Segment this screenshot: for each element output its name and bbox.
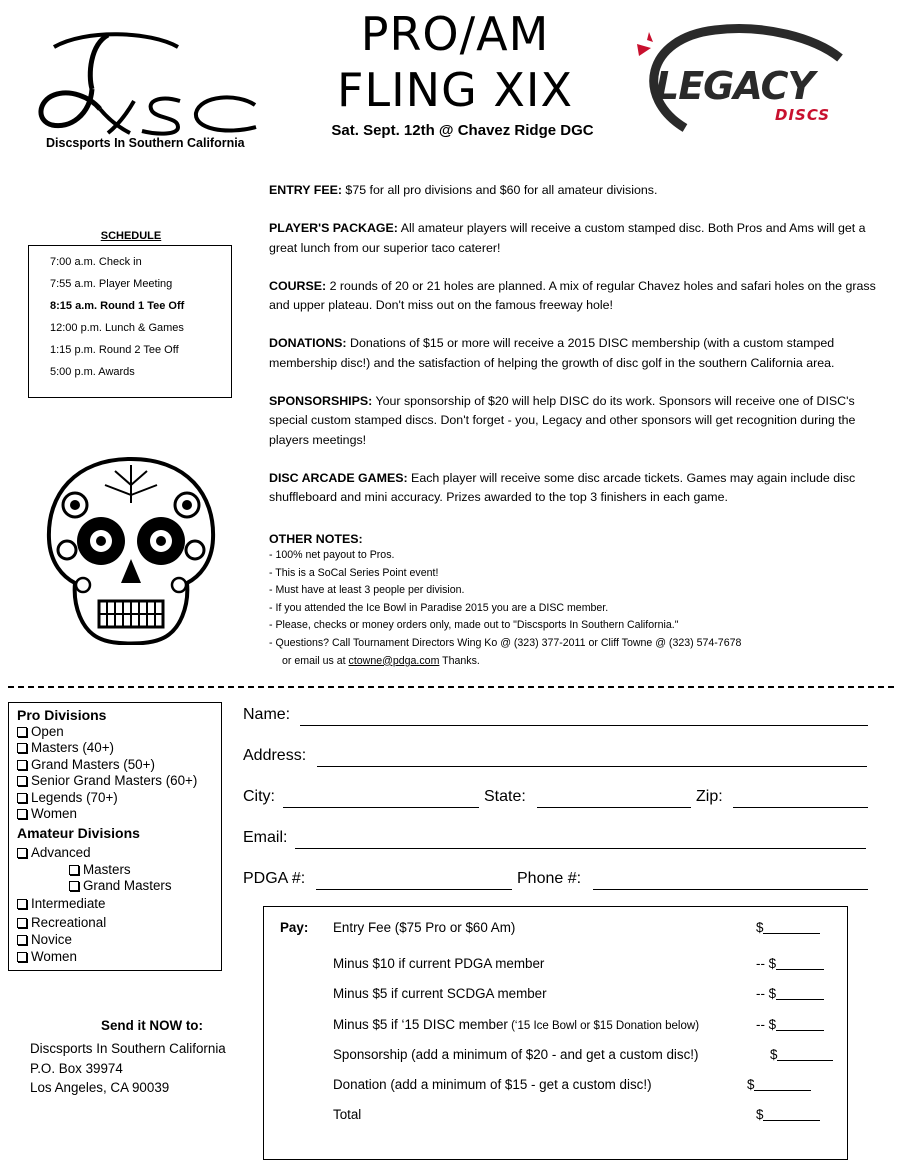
checkbox-icon[interactable] [17,848,27,858]
note-item: - This is a SoCal Series Point event! [269,566,439,579]
event-title [300,6,610,118]
note-email-line [269,653,881,671]
checkbox-icon[interactable] [17,743,27,753]
division-label: Recreational [31,915,107,931]
cut-line [8,686,894,688]
legacy-sub: DISCS [775,106,831,124]
amount-blank[interactable] [763,1108,820,1121]
sugar-skull-icon [45,455,217,645]
schedule-item: 7:55 a.m. Player Meeting [50,278,173,290]
note-item: - 100% net payout to Pros. [269,549,395,561]
amount-blank[interactable] [777,1048,833,1061]
amount-blank[interactable] [776,1018,824,1031]
title-line-1: PRO/AM [360,7,550,61]
zip-label: Zip: [696,788,723,805]
phone-field[interactable] [593,889,868,890]
amateur-divisions-heading: Amateur Divisions [17,825,140,842]
division-checkbox[interactable] [17,845,221,861]
donations-text: Donations of $15 or more will receive a 2015 DISC membership (with a custom stamped membership disc!) and the satisfaction of helping the growth of disc golf in the southern California area. [269,336,835,370]
email-prefix: or email us at [282,654,349,667]
mail-address [30,1039,226,1098]
pay-label: Pay: [280,920,309,935]
pay-row-disc-note: (‘15 Ice Bowl or $15 Donation below) [507,1020,700,1032]
division-label: Grand Masters [83,878,172,894]
note-item: - Must have at least 3 people per division. [269,584,465,597]
checkbox-icon[interactable] [17,809,27,819]
state-field[interactable] [537,807,691,808]
players-package-text: All amateur players will receive a custom stamped disc. Both Pros and Ams will get a great lunch from our superior taco caterer! [269,221,866,255]
amount-prefix: -- $ [756,956,777,971]
amount-blank[interactable] [776,957,824,970]
checkbox-icon[interactable] [17,935,27,945]
division-checkbox[interactable] [17,878,221,894]
pay-row-sponsorship: Sponsorship (add a minimum of $20 - and get a custom disc!) [333,1047,699,1062]
division-checkbox[interactable] [17,862,221,878]
pdga-phone-row [243,870,870,892]
entry-fee-label: ENTRY FEE: [269,183,342,197]
pay-amount-pdga[interactable] [756,956,824,971]
division-label: Intermediate [31,895,106,911]
disc-tagline: Discsports In Southern California [46,136,245,150]
pay-amount-total[interactable] [756,1107,820,1122]
sponsorships-label: SPONSORSHIPS: [269,394,373,409]
division-label: Masters (40+) [31,740,114,756]
mail-line: P.O. Box 39974 [30,1060,123,1076]
division-label: Grand Masters (50+) [31,756,155,772]
donations-paragraph [269,334,881,373]
pdga-field[interactable] [316,889,512,890]
other-notes [269,532,881,670]
city-state-zip-row [243,788,870,810]
disc-logo-mark [30,25,265,140]
checkbox-icon[interactable] [17,760,27,770]
schedule-item: 8:15 a.m. Round 1 Tee Off [50,300,185,312]
division-checkbox[interactable] [17,932,221,948]
name-field[interactable] [300,725,868,726]
schedule-item: 5:00 p.m. Awards [50,366,135,378]
pay-amount-sponsorship[interactable] [770,1047,833,1062]
division-checkbox[interactable] [17,757,221,773]
checkbox-icon[interactable] [17,899,27,909]
amount-prefix: $ [756,920,764,935]
disc-logo [30,25,265,160]
amount-prefix: $ [770,1047,778,1062]
checkbox-icon[interactable] [17,918,27,928]
event-date-location: Sat. Sept. 12th @ Chavez Ridge DGC [331,122,594,139]
note-item: - Please, checks or money orders only, made out to "Discsports In Southern California." [269,619,679,632]
pay-row-disc-member [333,1017,699,1032]
division-label: Senior Grand Masters (60+) [31,773,198,789]
pay-row-pdga: Minus $10 if current PDGA member [333,956,545,971]
pay-row-disc-text: Minus $5 if ‘15 DISC member [333,1017,508,1032]
division-label: Open [31,724,64,739]
address-label: Address: [243,747,307,764]
payment-box [263,906,848,1160]
sponsorships-paragraph [269,392,881,450]
pay-row-donation: Donation (add a minimum of $15 - get a custom disc!) [333,1077,652,1092]
mail-heading: Send it NOW to: [101,1018,203,1033]
amount-prefix: $ [756,1107,764,1122]
schedule-item: 12:00 p.m. Lunch & Games [50,322,184,334]
address-row [243,747,870,769]
schedule-item: 1:15 p.m. Round 2 Tee Off [50,344,179,356]
pdga-label: PDGA #: [243,870,306,887]
arcade-paragraph [269,469,881,508]
email-field[interactable] [295,848,866,849]
schedule-box [28,245,232,398]
division-label: Women [31,806,77,822]
amount-prefix: -- $ [756,986,777,1001]
division-checkbox[interactable] [17,724,221,740]
division-checkbox[interactable] [17,896,221,912]
pay-amount-scdga[interactable] [756,986,824,1001]
division-label: Advanced [31,845,91,861]
amount-blank[interactable] [776,987,824,1000]
event-info [269,181,881,527]
state-label: State: [484,788,526,805]
legacy-brand: LEGACY [655,64,815,108]
mail-line: Discsports In Southern California [30,1041,226,1056]
legacy-logo [625,18,875,153]
division-checkbox[interactable] [17,773,221,789]
pay-row-scdga: Minus $5 if current SCDGA member [333,986,547,1001]
division-checkbox[interactable] [17,806,221,822]
sponsorships-text: Your sponsorship of $20 will help DISC do its work. Sponsors will receive one of DISC's special custom stamped discs. Don't forget - you, Legacy and other sponsors will get recognition during the players meetings! [269,394,856,447]
divisions-box [8,702,222,971]
donations-label: DONATIONS: [269,336,347,351]
arcade-text: Each player will receive some disc arcade tickets. Games may again include disc shuffleboard and mini accuracy. Prizes awarded to the top 3 finishers in each game. [269,470,856,505]
pay-row-total: Total [333,1107,362,1122]
division-checkbox[interactable] [17,790,221,806]
pay-amount-donation[interactable] [747,1077,811,1092]
entry-fee-paragraph [269,181,881,200]
checkbox-icon[interactable] [69,881,79,891]
pay-amount-disc-member[interactable] [756,1017,824,1032]
pay-amount-entry-fee[interactable] [756,920,820,935]
course-paragraph [269,277,881,316]
division-label: Masters [83,861,131,877]
note-item: - If you attended the Ice Bowl in Paradise 2015 you are a DISC member. [269,601,609,614]
amount-blank[interactable] [754,1078,811,1091]
division-label: Women [31,948,77,964]
name-row [243,706,870,728]
players-package-paragraph [269,219,881,258]
division-checkbox[interactable] [17,949,221,965]
zip-field[interactable] [733,807,868,808]
email-label: Email: [243,829,288,846]
schedule-item: 7:00 a.m. Check in [50,256,142,268]
amount-prefix: -- $ [756,1017,777,1032]
course-text: 2 rounds of 20 or 21 holes are planned. A mix of regular Chavez holes and safari holes on the grass and upper plateau. Don't miss out on the famous freeway hole! [269,278,876,313]
entry-fee-text: $75 for all pro divisions and $60 for all amateur divisions. [341,183,658,197]
schedule-heading: SCHEDULE [100,230,162,242]
email-link[interactable]: ctowne@pdga.com [348,654,440,667]
arcade-label: DISC ARCADE GAMES: [269,470,408,485]
amount-prefix: $ [747,1077,755,1092]
name-label: Name: [243,706,291,723]
city-field[interactable] [283,807,479,808]
email-row [243,829,870,851]
checkbox-icon[interactable] [17,776,27,786]
checkbox-icon[interactable] [17,793,27,803]
city-label: City: [243,788,275,805]
division-label: Novice [31,932,72,948]
checkbox-icon[interactable] [17,952,27,962]
phone-label: Phone #: [517,870,582,887]
mail-line: Los Angeles, CA 90039 [30,1080,170,1095]
players-package-label: PLAYER'S PACKAGE: [269,221,398,236]
pro-divisions-heading: Pro Divisions [17,707,107,723]
title-line-2: FLING XIX [337,63,573,117]
course-label: COURSE: [269,278,327,293]
email-suffix: Thanks. [439,654,480,667]
note-item: - Questions? Call Tournament Directors Wing Ko @ (323) 377-2011 or Cliff Towne @ (323) 574-7678 [269,636,742,649]
address-field[interactable] [317,766,867,767]
division-checkbox[interactable] [17,740,221,756]
division-label: Legends (70+) [31,789,118,805]
pay-row-entry-fee: Entry Fee ($75 Pro or $60 Am) [333,920,516,935]
division-checkbox[interactable] [17,915,221,931]
notes-heading: OTHER NOTES: [269,532,363,546]
checkbox-icon[interactable] [17,727,27,737]
amount-blank[interactable] [763,921,820,934]
checkbox-icon[interactable] [69,865,79,875]
